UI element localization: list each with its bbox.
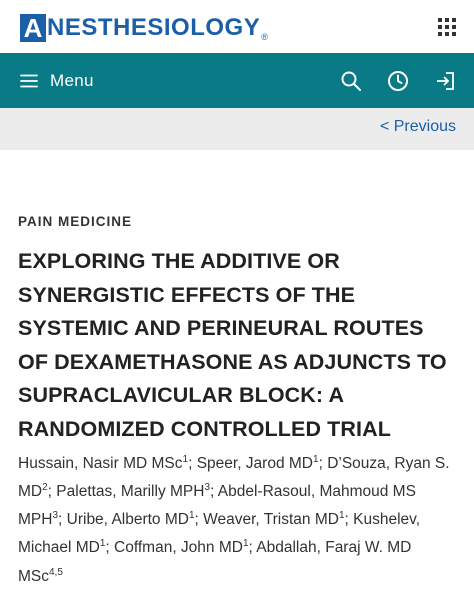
- author-affiliation: 3: [52, 510, 59, 522]
- anesthesiology-logo[interactable]: [20, 10, 268, 42]
- sign-in-icon[interactable]: [434, 70, 456, 92]
- brand-header: [0, 0, 474, 53]
- menu-button[interactable]: [20, 71, 94, 91]
- author-affiliation: 4,5: [49, 566, 63, 578]
- previous-link[interactable]: < Previous: [379, 118, 456, 135]
- author-name[interactable]: Coffman, John MD: [114, 539, 243, 557]
- author-affiliation: 1: [338, 510, 345, 522]
- author-name[interactable]: Hussain, Nasir MD MSc: [18, 455, 183, 473]
- author-name[interactable]: D’Souza, Ryan S. MD: [18, 455, 450, 501]
- logo-wordmark: NESTHESIOLOGY: [47, 14, 261, 41]
- author-name[interactable]: Weaver, Tristan MD: [203, 511, 339, 529]
- registered-mark: ®: [261, 32, 268, 42]
- menu-label: Menu: [50, 70, 94, 90]
- author-name[interactable]: Speer, Jarod MD: [196, 455, 313, 473]
- main-nav-bar: [0, 53, 474, 108]
- article-category[interactable]: PAIN MEDICINE: [18, 214, 133, 229]
- author-name[interactable]: Kushelev, Michael MD: [18, 511, 421, 557]
- apps-grid-icon[interactable]: [438, 18, 456, 36]
- author-affiliation: 1: [242, 538, 249, 550]
- pager-bar: [0, 108, 474, 150]
- author-affiliation: 2: [42, 482, 48, 494]
- author-affiliation: 1: [99, 538, 106, 550]
- author-name[interactable]: Abdallah, Faraj W. MD MSc: [18, 539, 412, 585]
- article-title: EXPLORING THE ADDITIVE OR SYNERGISTIC EFFECTS OF THE SYSTEMIC AND PERINEURAL ROUTES OF DEXAMETHASONE AS ADJUNCTS TO SUPRACLAVICULAR BLOCK: A RANDOMIZED CONTROLLED TRIAL: [18, 249, 447, 441]
- hamburger-icon: [20, 74, 38, 88]
- author-affiliation: 1: [182, 454, 189, 465]
- nav-actions: [315, 53, 456, 108]
- search-icon[interactable]: [340, 70, 362, 92]
- history-clock-icon[interactable]: [387, 70, 409, 92]
- author-name[interactable]: Palettas, Marilly MPH: [56, 483, 205, 501]
- author-list: Hussain, Nasir MD MSc$^1$; Speer, Jarod $MD^1$; D’Souza, Ryan S. $MD^2$; Palettas, Marilly MPH$^3$; Abdel-Rasoul, Mahmoud MS MPH$^3$; Uribe, Alberto $MD^1$; Weaver, Tristan $MD^1$; Kushelev, Michael $MD^1$; Coffman, John $MD^1$; Abdallah, Faraj W. MD MSc$^{4,5}$: [18, 454, 450, 585]
- author-name[interactable]: Uribe, Alberto MD: [66, 511, 189, 529]
- author-affiliation: 3: [204, 482, 211, 494]
- author-affiliation: 1: [188, 510, 195, 522]
- logo-letter: A: [20, 14, 46, 42]
- author-affiliation: 1: [313, 454, 319, 465]
- article-header: [0, 214, 474, 589]
- author-name[interactable]: Abdel-Rasoul, Mahmoud MS MPH: [18, 483, 416, 529]
